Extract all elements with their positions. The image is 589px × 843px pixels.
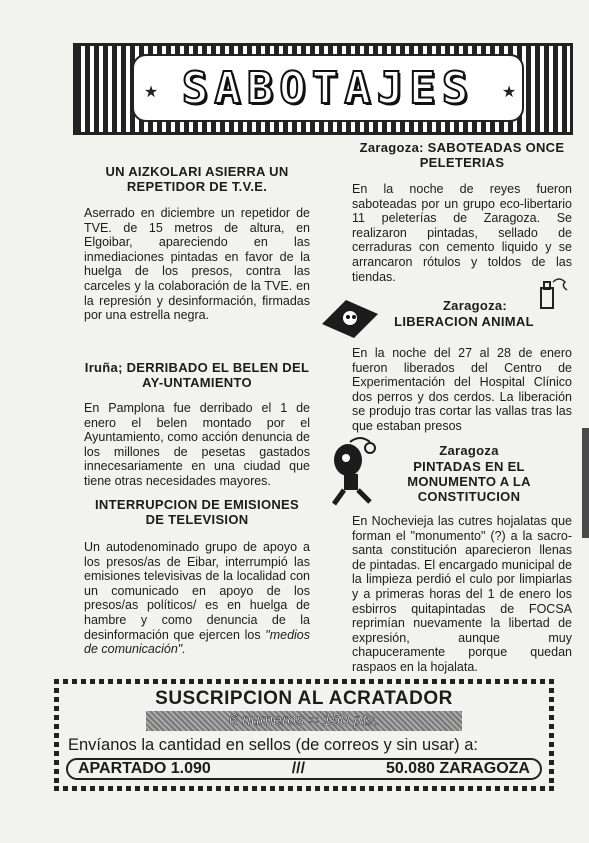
dotted-border (54, 679, 554, 684)
article-body: En Nochevieja las cutres hojalatas que forman el "monumento" (?) a la sacro-santa constitución aparecieron llenas de pintadas. El encargado municipal de la limpieza perdió el culo por limpiarlas y a primeras horas del 1 de enero los esbirros quitapintadas de FOCSA reprimían nuevamente la libertad de expresión, aunque muy chapuceramente porque quedan raspaos en la hojalata. (352, 514, 572, 674)
subscription-title: SUSCRIPCION AL ACRATADOR (155, 688, 453, 709)
page-edge-mark (582, 428, 589, 538)
subscription-box (54, 679, 554, 791)
star-icon: ★ (143, 84, 159, 101)
article-text: Un autodenominado grupo de apoyo a los presos/as de Eibar, interrumpió las emisiones televisivas de la localidad con un comunicado en apoyo de los presos/as políticos/ es en huelga de hambre y como denuncia de la desinformación que ejercen los (84, 540, 310, 642)
masthead-banner (73, 43, 573, 135)
article-headline: INTERRUPCION DE EMISIONES DE TELEVISION (95, 497, 299, 527)
article-city: Zaragoza: (442, 298, 508, 313)
star-icon: ★ (501, 84, 517, 101)
article-headline: PINTADAS EN EL MONUMENTO A LA CONSTITUCION (407, 459, 531, 504)
article-body: Aserrado en diciembre un repetidor de TVE. de 15 metros de altura, en Elgoibar, apareciendo en las inmediaciones pintadas en favor de la huelga de los presos, contra las carceles y la colaboración de la TVE. en la represión y desinformación, firmadas por una estrella negra. (84, 206, 310, 323)
masthead-title: SABOTAJES (181, 62, 475, 114)
address-city: 50.080 ZARAGOZA (385, 760, 530, 777)
dotted-border (54, 786, 554, 791)
article-body: En la noche del 27 al 28 de enero fueron liberados del Centro de Experimentación del Hospital Clínico dos perros y dos cerdos. La liberación se produjo tras cortar las vallas tras las que estaban presos (352, 346, 572, 433)
article-body: En la noche de reyes fueron saboteadas por un grupo eco-libertario 11 peleterías de Zaragoza. Se realizaron pintadas, sellado de cerraduras con cemento liquido y se arrancaron rótulos y toldos de las tiendas. (352, 182, 572, 284)
article-headline: Zaragoza: SABOTEADAS ONCE PELETERIAS (359, 140, 565, 170)
address-separator: /// (291, 760, 306, 777)
article-headline: Iruña; DERRIBADO EL BELEN DEL AY-UNTAMIENTO (84, 360, 310, 390)
article-body (84, 540, 310, 657)
postal-address (66, 758, 542, 780)
article-headline: LIBERACION ANIMAL (394, 314, 534, 329)
article-city: Zaragoza (439, 443, 499, 458)
address-box-number: APARTADO 1.090 (78, 760, 211, 777)
article-headline: UN AIZKOLARI ASIERRA UN REPETIDOR DE T.V.E. (105, 164, 289, 194)
article-body: En Pamplona fue derribado el 1 de enero el belen montado por el Ayuntamiento, como acción denuncia de los millones de pesetas gastados innecesariamente en una ciudad que tiene otras necesidades mayores. (84, 401, 310, 488)
rat-illustration (318, 294, 382, 342)
subscription-instruction: Envíanos la cantidad en sellos (de correos y sin usar) a: (68, 736, 478, 754)
subscription-price: 6 numeros = 150 pts. (146, 711, 462, 731)
masthead-title-frame (132, 54, 524, 122)
running-figure-illustration (320, 434, 386, 506)
article-italic-text: "medios de comunicación". (84, 627, 310, 657)
